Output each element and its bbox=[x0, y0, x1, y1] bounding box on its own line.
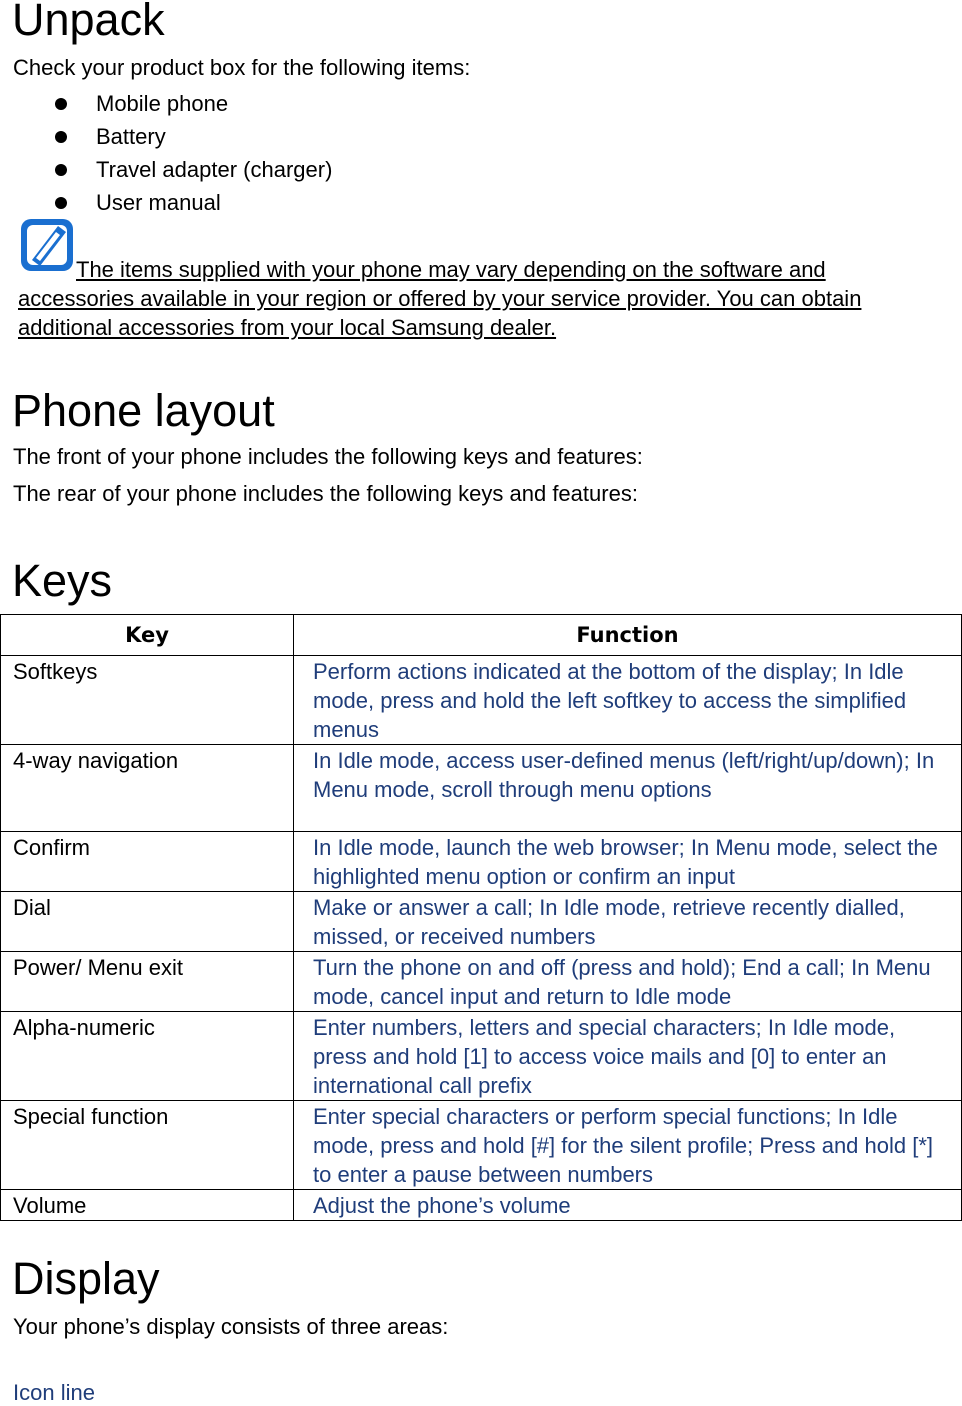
table-row bbox=[1, 1101, 962, 1190]
table-row bbox=[1, 1190, 962, 1221]
note-text: accessories available in your region or offered by your service provider. You can obtain additional accessories from your local Samsung dealer. bbox=[18, 286, 862, 340]
function-cell: Enter numbers, letters and special characters; In Idle mode, press and hold [1] to access voice mails and [0] to enter an international call prefix bbox=[294, 1012, 962, 1101]
table-row bbox=[1, 832, 962, 892]
key-cell: Volume bbox=[1, 1190, 294, 1221]
phone-layout-heading: Phone layout bbox=[12, 385, 275, 436]
table-row bbox=[1, 1012, 962, 1101]
list-item: Mobile phone bbox=[54, 89, 332, 122]
key-cell: Dial bbox=[1, 892, 294, 952]
table-row bbox=[1, 745, 962, 832]
display-intro: Your phone’s display consists of three areas: bbox=[13, 1314, 449, 1339]
function-cell: Adjust the phone’s volume bbox=[294, 1190, 962, 1221]
unpack-intro: Check your product box for the following items: bbox=[13, 55, 471, 80]
table-row bbox=[1, 656, 962, 745]
function-cell: In Idle mode, access user-defined menus (left/right/up/down); In Menu mode, scroll through menu options bbox=[294, 745, 962, 832]
key-cell: Alpha-numeric bbox=[1, 1012, 294, 1101]
key-cell: 4-way navigation bbox=[1, 745, 294, 832]
note-block bbox=[18, 218, 938, 342]
table-header-row bbox=[1, 615, 962, 656]
keys-table bbox=[0, 614, 962, 1221]
table-row bbox=[1, 892, 962, 952]
icon-line-subheading: Icon line bbox=[13, 1380, 95, 1405]
function-cell: In Idle mode, launch the web browser; In Menu mode, select the highlighted menu option or confirm an input bbox=[294, 832, 962, 892]
column-header-key: Key bbox=[1, 615, 294, 656]
key-cell: Confirm bbox=[1, 832, 294, 892]
list-item: User manual bbox=[54, 188, 332, 221]
bullet-icon bbox=[55, 98, 67, 110]
bullet-icon bbox=[55, 197, 67, 209]
key-cell: Softkeys bbox=[1, 656, 294, 745]
function-cell: Perform actions indicated at the bottom of the display; In Idle mode, press and hold the left softkey to access the simplified menus bbox=[294, 656, 962, 745]
list-item: Travel adapter (charger) bbox=[54, 155, 332, 188]
key-cell: Power/ Menu exit bbox=[1, 952, 294, 1012]
function-cell: Enter special characters or perform special functions; In Idle mode, press and hold [#] for the silent profile; Press and hold [*] to enter a pause between numbers bbox=[294, 1101, 962, 1190]
rear-description: The rear of your phone includes the following keys and features: bbox=[13, 481, 638, 506]
list-item: Battery bbox=[54, 122, 332, 155]
unpack-heading: Unpack bbox=[12, 0, 165, 45]
table-row bbox=[1, 952, 962, 1012]
note-pencil-icon bbox=[18, 216, 76, 274]
keys-heading: Keys bbox=[12, 555, 113, 606]
function-cell: Turn the phone on and off (press and hold); End a call; In Menu mode, cancel input and return to Idle mode bbox=[294, 952, 962, 1012]
bullet-icon bbox=[55, 131, 67, 143]
function-cell: Make or answer a call; In Idle mode, retrieve recently dialled, missed, or received numbers bbox=[294, 892, 962, 952]
note-line-1: The items supplied with your phone may vary depending on the software and bbox=[76, 257, 826, 282]
front-description: The front of your phone includes the following keys and features: bbox=[13, 444, 643, 469]
display-heading: Display bbox=[12, 1253, 160, 1304]
unpack-item-list bbox=[54, 89, 332, 221]
key-cell: Special function bbox=[1, 1101, 294, 1190]
bullet-icon bbox=[55, 164, 67, 176]
column-header-function: Function bbox=[294, 615, 962, 656]
